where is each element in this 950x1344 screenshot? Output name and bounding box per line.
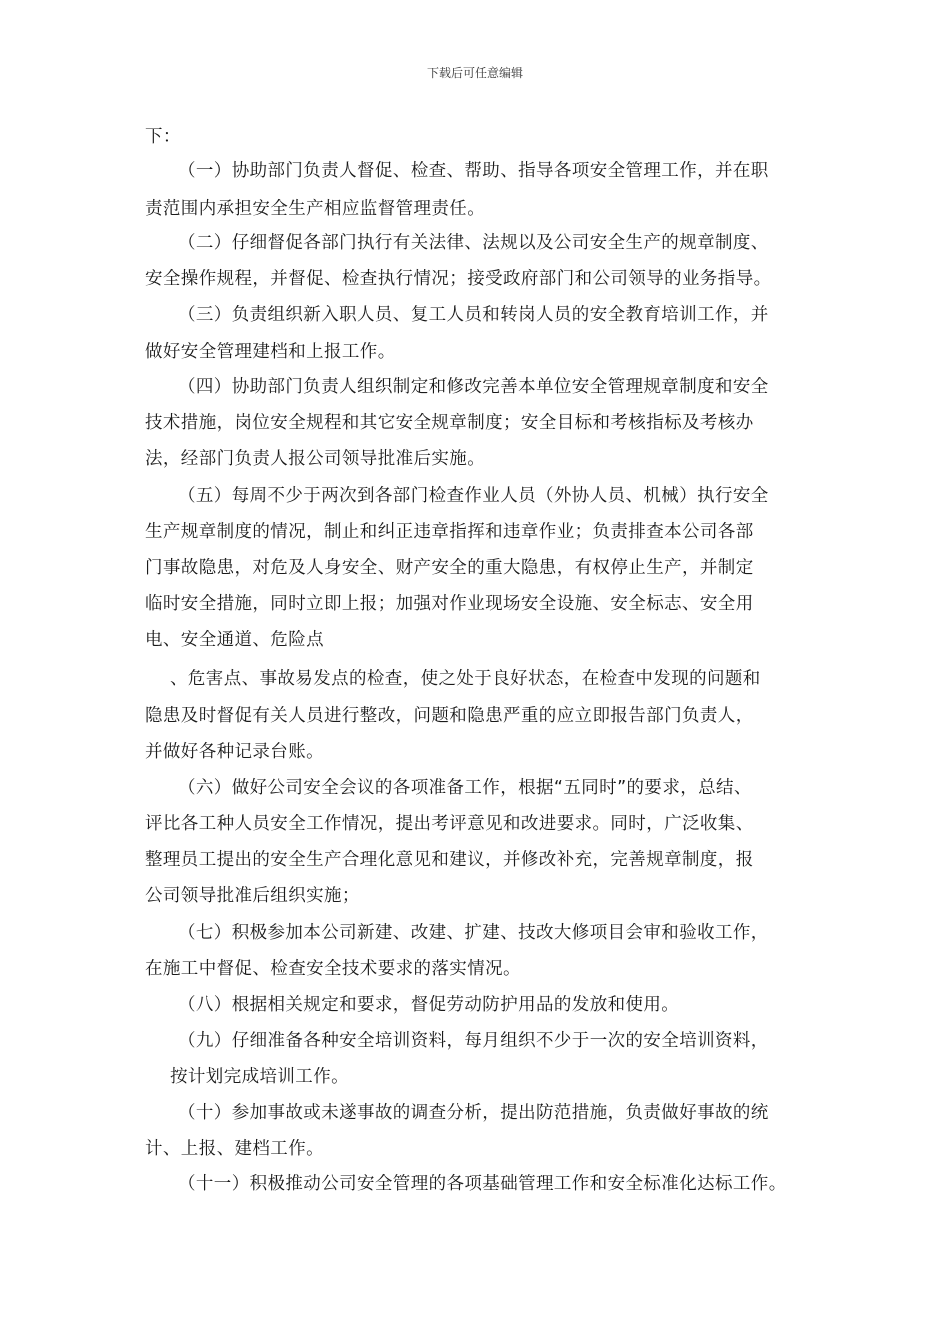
page-header: 下载后可任意编辑 — [426, 66, 523, 80]
text-line: （九）仔细准备各种安全培训资料，每月组织不少于一次的安全培训资料， — [178, 1031, 769, 1051]
text-line: （一）协助部门负责人督促、检查、帮助、指导各项安全管理工作，并在职 — [178, 161, 769, 181]
text-line: 电、安全通道、危险点 — [145, 630, 324, 650]
text-line: 在施工中督促、检查安全技术要求的落实情况。 — [145, 959, 521, 979]
text-line: 下： — [145, 127, 181, 147]
text-line: 并做好各种记录台账。 — [145, 742, 324, 762]
text-line: （二）仔细督促各部门执行有关法律、法规以及公司安全生产的规章制度、 — [178, 233, 769, 253]
text-line: 责范围内承担安全生产相应监督管理责任。 — [145, 199, 486, 219]
text-line: 生产规章制度的情况，制止和纠正违章指挥和违章作业；负责排查本公司各部 — [145, 522, 754, 542]
text-line: 、危害点、事故易发点的检查，使之处于良好状态，在检查中发现的问题和 — [170, 669, 761, 689]
text-line: 隐患及时督促有关人员进行整改，问题和隐患严重的应立即报告部门负责人， — [145, 706, 754, 726]
text-line: （四）协助部门负责人组织制定和修改完善本单位安全管理规章制度和安全 — [178, 377, 769, 397]
text-line: 计、上报、建档工作。 — [145, 1139, 324, 1159]
text-line: 整理员工提出的安全生产合理化意见和建议，并修改补充，完善规章制度，报 — [145, 850, 754, 870]
text-line: 法，经部门负责人报公司领导批准后实施。 — [145, 449, 486, 469]
text-line: 评比各工种人员安全工作情况，提出考评意见和改进要求。同时，广泛收集、 — [145, 814, 754, 834]
text-line: 门事故隐患，对危及人身安全、财产安全的重大隐患，有权停止生产，并制定 — [145, 558, 754, 578]
text-line: （十）参加事故或未遂事故的调查分析，提出防范措施，负责做好事故的统 — [178, 1103, 769, 1123]
text-line: 做好安全管理建档和上报工作。 — [145, 342, 396, 362]
text-line: （五）每周不少于两次到各部门检查作业人员（外协人员、机械）执行安全 — [178, 486, 769, 506]
text-line: 公司领导批准后组织实施； — [145, 886, 360, 906]
text-line: （十一）积极推动公司安全管理的各项基础管理工作和安全标准化达标工作。 — [178, 1174, 787, 1194]
text-line: （三）负责组织新入职人员、复工人员和转岗人员的安全教育培训工作，并 — [178, 305, 769, 325]
text-line: （八）根据相关规定和要求，督促劳动防护用品的发放和使用。 — [178, 995, 680, 1015]
text-line: （七）积极参加本公司新建、改建、扩建、技改大修项目会审和验收工作， — [178, 923, 769, 943]
text-line: （六）做好公司安全会议的各项准备工作，根据“五同时”的要求，总结、 — [178, 778, 752, 798]
text-line: 临时安全措施，同时立即上报；加强对作业现场安全设施、安全标志、安全用 — [145, 594, 754, 614]
text-line: 按计划完成培训工作。 — [170, 1067, 349, 1087]
text-line: 技术措施，岗位安全规程和其它安全规章制度；安全目标和考核指标及考核办 — [145, 413, 754, 433]
text-line: 安全操作规程，并督促、检查执行情况；接受政府部门和公司领导的业务指导。 — [145, 269, 772, 289]
